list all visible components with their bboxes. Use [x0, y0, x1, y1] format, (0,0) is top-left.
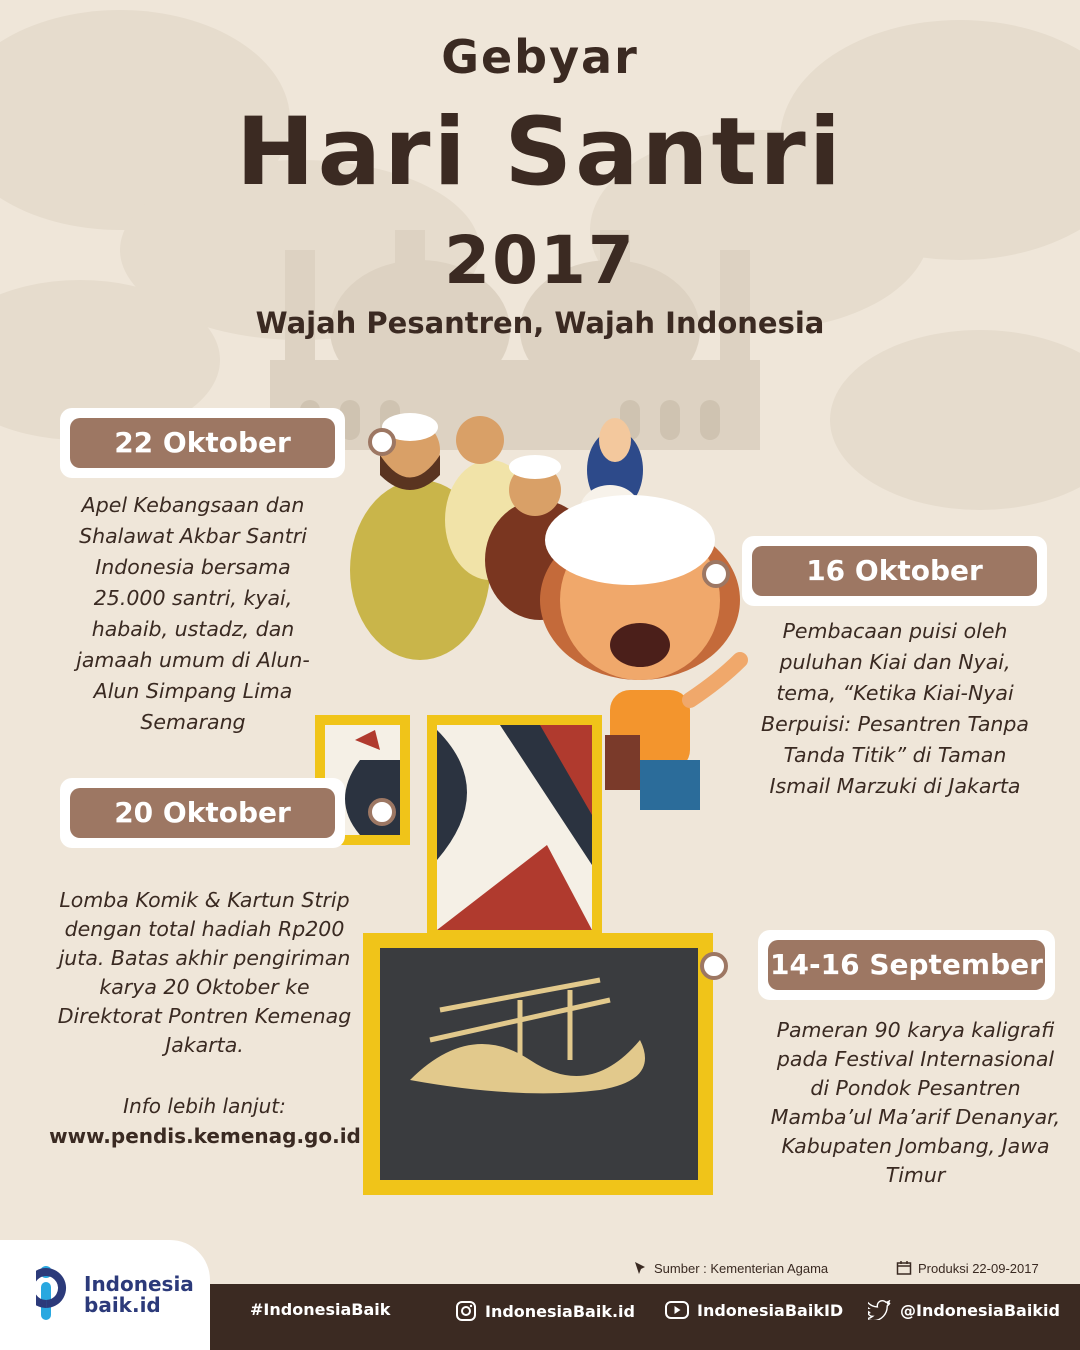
footer-twitter[interactable] — [868, 1300, 1060, 1320]
source-text: Sumber : Kementerian Agama — [654, 1260, 829, 1276]
logo-mark — [36, 1264, 76, 1326]
twitter-icon — [868, 1300, 892, 1320]
event-date-label: 16 Oktober — [752, 546, 1037, 596]
brand-logo[interactable] — [0, 1240, 210, 1350]
title-tagline: Wajah Pesantren, Wajah Indonesia — [255, 306, 825, 340]
footer-instagram[interactable] — [455, 1300, 635, 1322]
event-date-badge-3 — [60, 778, 345, 848]
title-year: 2017 — [444, 222, 636, 299]
event-description-4: Pameran 90 karya kaligrafi pada Festival Internasional di Pondok Pesantren Mamba’ul Ma’arif Denanyar, Kabupaten Jombang, Jawa Timur — [770, 1018, 1061, 1187]
title-gebyar: Gebyar — [441, 30, 639, 84]
youtube-handle: IndonesiaBaikID — [697, 1300, 844, 1320]
connector-knob — [368, 428, 396, 456]
event-date-badge-1 — [60, 408, 345, 478]
info-label: Info lebih lanjut: — [123, 1094, 286, 1118]
event-date-label: 22 Oktober — [70, 418, 335, 468]
source-note — [632, 1260, 828, 1276]
event-description-1: Apel Kebangsaan dan Shalawat Akbar Santri Indonesia bersama 25.000 santri, kyai, habaib, ustadz, dan jamaah umum di Alun-Alun Simpang Lima Semarang — [76, 493, 310, 734]
production-note — [896, 1260, 1039, 1276]
event-description-3: Lomba Komik & Kartun Strip dengan total hadiah Rp200 juta. Batas akhir pengiriman karya 20 Oktober ke Direktorat Pontren Kemenag Jakarta. — [57, 888, 352, 1057]
connector-knob — [700, 952, 728, 980]
connector-knob — [368, 798, 396, 826]
hashtag-text: #IndonesiaBaik — [250, 1300, 391, 1319]
frame-large — [427, 715, 602, 940]
event-description-2: Pembacaan puisi oleh puluhan Kiai dan Nyai, tema, “Ketika Kiai-Nyai Berpuisi: Pesantren Tanpa Tanda Titik” di Taman Ismail Marzuki di Jakarta — [761, 619, 1029, 798]
event-date-label: 14-16 September — [768, 940, 1045, 990]
production-text: Produksi 22-09-2017 — [918, 1260, 1039, 1276]
event-date-label: 20 Oktober — [70, 788, 335, 838]
calligraphy-frame — [363, 933, 713, 1195]
youtube-icon — [665, 1300, 689, 1320]
instagram-icon — [455, 1300, 477, 1322]
pin-icon — [632, 1260, 648, 1276]
event-date-badge-4 — [758, 930, 1055, 1000]
title-hari-santri: Hari Santri — [236, 98, 844, 207]
event-date-badge-2 — [742, 536, 1047, 606]
calendar-icon — [896, 1260, 912, 1276]
twitter-handle: @IndonesiaBaikid — [900, 1300, 1060, 1320]
info-url-link[interactable]: www.pendis.kemenag.go.id — [49, 1124, 361, 1148]
logo-text-line2: baik.id — [84, 1293, 161, 1317]
instagram-handle: IndonesiaBaik.id — [485, 1301, 635, 1321]
footer-hashtag[interactable] — [250, 1300, 390, 1319]
logo-text-line1: Indonesia — [84, 1272, 194, 1296]
connector-knob — [702, 560, 730, 588]
footer-youtube[interactable] — [665, 1300, 843, 1320]
